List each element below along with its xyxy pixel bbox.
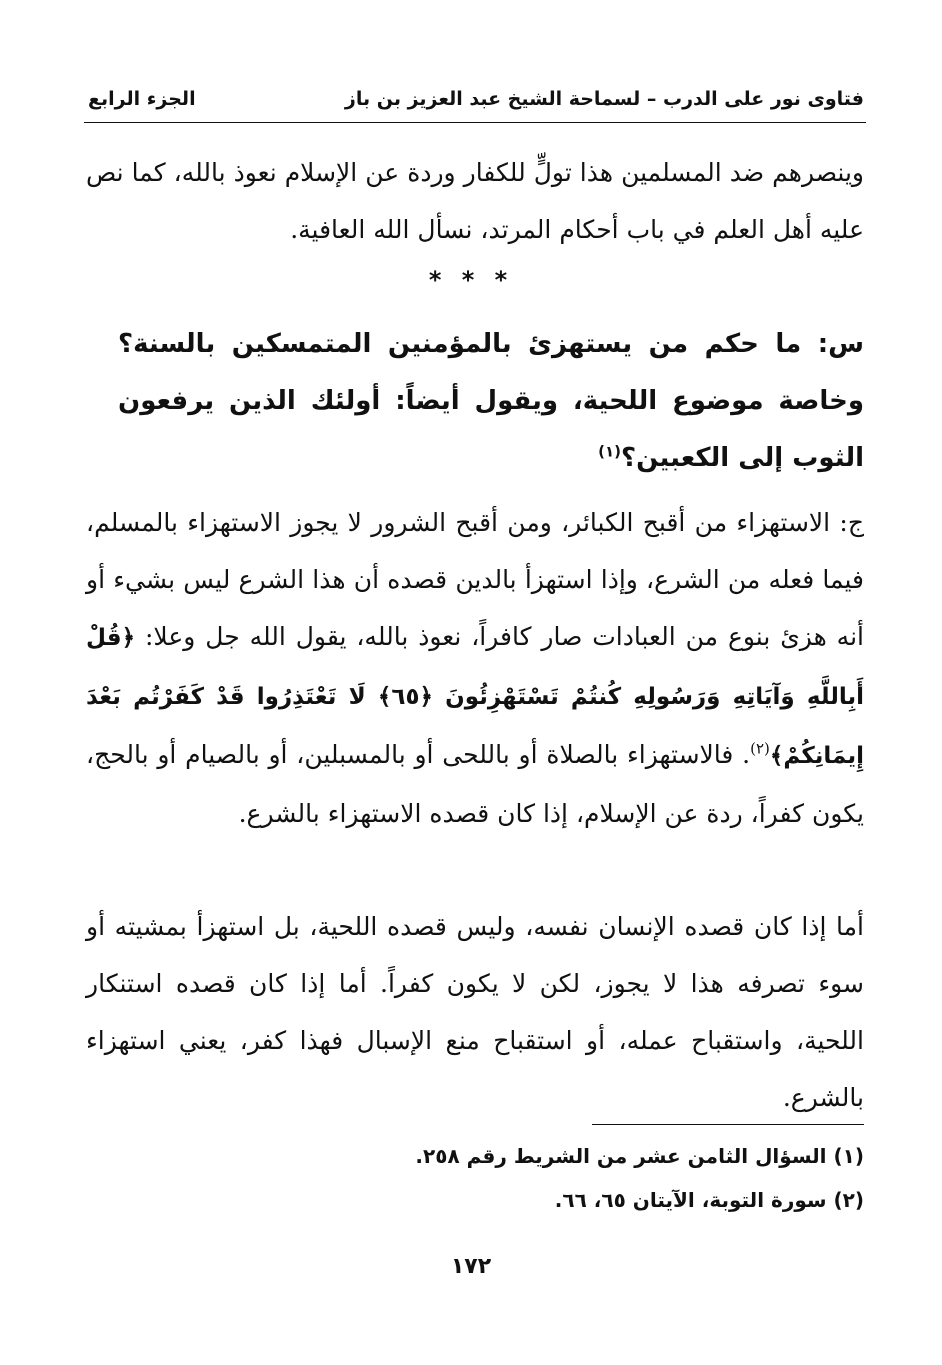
footnote-rule [592,1124,864,1125]
footnote-ref-2: (٢) [750,739,770,758]
question [118,316,864,487]
footnote-ref-1: (١) [598,442,622,461]
quran-verse: ﴿قُلْ أَبِاللَّهِ وَآيَاتِهِ وَرَسُولِهِ كُنتُمْ تَسْتَهْزِئُونَ ﴿٦٥﴾ لَا تَعْتَذِرُوا قَدْ كَفَرْتُم بَعْدَ إِيمَانِكُمْ﴾ [86,625,865,769]
footnote-2: (٢) سورة التوبة، الآيتان ٦٥، ٦٦. [554,1188,864,1212]
running-head-title: فتاوى نور على الدرب – لسماحة الشيخ عبد العزيز بن باز [344,88,864,110]
answer-paragraph [86,494,864,842]
header-rule [84,122,866,123]
running-head [88,86,864,120]
footnote-1: (١) السؤال الثامن عشر من الشريط رقم ٢٥٨. [415,1144,864,1168]
page-number: ١٧٢ [450,1254,492,1279]
paragraph-1: وينصرهم ضد المسلمين هذا تولٍّ للكفار وردة عن الإسلام نعوذ بالله، كما نص عليه أهل العلم في باب أحكام المرتد، نسأل الله العافية. [86,158,864,244]
answer-part-2: . فالاستهزاء بالصلاة أو باللحى أو بالمسبلين، أو بالصيام أو بالحج، يكون كفراً، ردة عن الإسلام، إذا كان قصده الاستهزاء بالشرع. [86,740,864,828]
question-text: س: ما حكم من يستهزئ بالمؤمنين المتمسكين بالسنة؟ وخاصة موضوع اللحية، ويقول أيضاً: أولئك الذين يرفعون الثوب إلى الكعبين؟ [118,329,864,473]
answer-part-1: ج: الاستهزاء من أقبح الكبائر، ومن أقبح الشرور لا يجوز الاستهزاء بالمسلم، فيما فعله من الشرع، وإذا استهزأ بالدين قصده أن هذا الشرع ليس بشيء أو أنه هزئ بنوع من العبادات صار كافراً، نعوذ بالله، يقول الله جل وعلا: [86,508,864,651]
footnotes [200,1134,864,1222]
running-head-part: الجزء الرابع [88,88,196,110]
paragraph-3: أما إذا كان قصده الإنسان نفسه، وليس قصده اللحية، بل استهزأ بمشيته أو سوء تصرفه هذا لا يجوز، لكن لا يكون كفراً. أما إذا كان قصده استنكار اللحية، واستقباح عمله، أو استقباح منع الإسبال فهذا كفر، يعني استهزاء بالشرع. [86,912,864,1112]
section-separator: * * * [428,266,514,294]
